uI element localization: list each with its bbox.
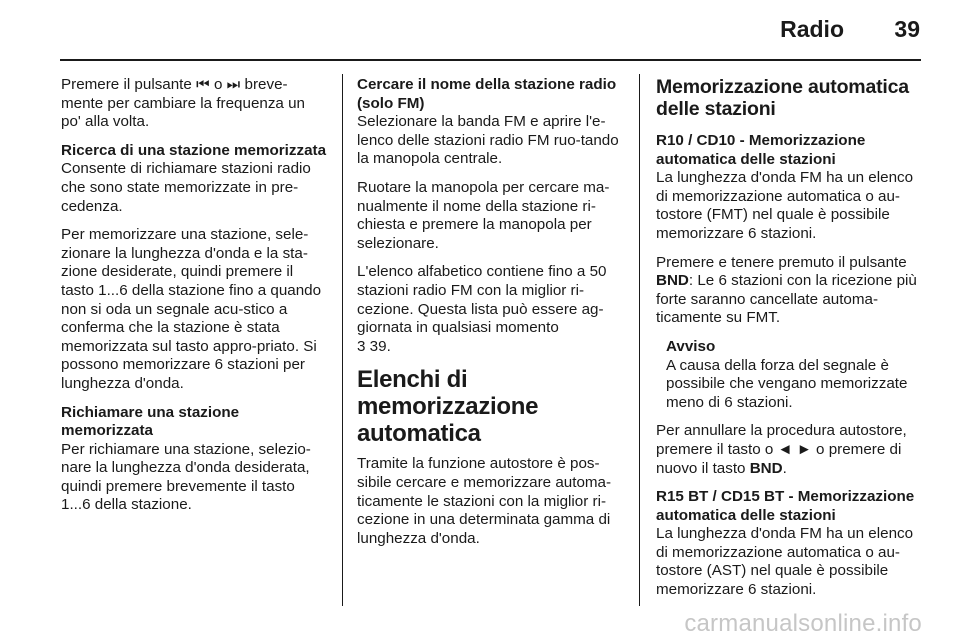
paragraph-ruotare-manopola: Ruotare la manopola per cercare ma-nualmente il nome della stazione ri-chiesta e premere la manopola per selezionare. [357, 178, 610, 252]
column-3 [656, 76, 922, 610]
page-number: 39 [894, 16, 920, 42]
paragraph-fmt: La lunghezza d'onda FM ha un elenco di memorizzazione automatica o au-tostore (FMT) nel quale è possibile memorizzare 6 stazioni. [656, 169, 914, 242]
page-header [0, 0, 960, 60]
heading-richiamare: Richiamare una stazione memorizzata [61, 403, 240, 440]
paragraph-frequency: Premere il pulsante ⏮ o ⏭ breve-mente per cambiare la frequenza un po' alla volta. [61, 76, 305, 131]
paragraph-ast: La lunghezza d'onda FM ha un elenco di memorizzazione automatica o au-tostore (AST) nel quale è possibile memorizzare 6 stazioni. [656, 525, 914, 599]
column-divider-1 [342, 74, 343, 606]
column-1 [61, 76, 327, 525]
paragraph-memorizzare: Per memorizzare una stazione, sele-zionare la lunghezza d'onda e la sta-zione desiderate, quindi premere il tasto 1...6 della stazione fino a quando non si oda un segnale acu-stico a conferma che la stazione è stata memorizzata sul tasto appro-priato. Si possono memorizzare 6 stazioni per lunghezza d'onda. [61, 226, 322, 392]
heading-r15-cd15: R15 BT / CD15 BT - Memorizzazione automatica delle stazioni [656, 488, 915, 524]
note-title: Avviso [666, 337, 716, 355]
paragraph-selezionare-banda: Selezionare la banda FM e aprire l'e-lenco delle stazioni radio FM ruo-tando la manopola centrale. [357, 113, 619, 168]
heading-ricerca: Ricerca di una stazione memorizzata [61, 141, 327, 159]
key-bnd-2: BND [749, 459, 783, 477]
heading-elenchi: Elenchi di memorizzazione automatica [357, 366, 539, 448]
header-rule [60, 59, 921, 61]
note-text: A causa della forza del segnale è possibile che vengano memorizzate meno di 6 stazioni. [666, 356, 908, 411]
note-avviso [666, 338, 922, 412]
paragraph-richiamare-stazioni: Consente di richiamare stazioni radio che sono state memorizzate in pre-cedenza. [61, 160, 311, 215]
page-reference: 39. [365, 337, 391, 355]
paragraph-richiamare: Per richiamare una stazione, selezio-nare la lunghezza d'onda desiderata, quindi premere brevemente il tasto 1...6 della stazione. [61, 440, 311, 514]
heading-cercare-nome: Cercare il nome della stazione radio (solo FM) [357, 76, 617, 112]
column-divider-2 [639, 74, 640, 606]
seek-forward-icon: ⏭ [226, 76, 241, 93]
heading-r10-cd10: R10 / CD10 - Memorizzazione automatica delle stazioni [656, 132, 866, 168]
column-2 [357, 76, 623, 558]
paragraph-annullare: Per annullare la procedura autostore, premere il tasto o ◄ ► o premere di nuovo il tasto BND. [656, 422, 907, 477]
paragraph-bnd: Premere e tenere premuto il pulsante BND: Le 6 stazioni con la ricezione più forte saranno cancellate automa-ticamente su FMT. [656, 253, 917, 327]
paragraph-elenco-alfabetico: L'elenco alfabetico contiene fino a 50 stazioni radio FM con la miglior ri-cezione. Questa lista può essere ag-giornata in qualsiasi momento 3 39. [357, 263, 607, 355]
seek-back-icon: ⏮ [196, 76, 210, 93]
section-title: Radio [780, 16, 844, 42]
key-bnd: BND [656, 272, 689, 290]
watermark: carmanualsonline.info [684, 610, 922, 637]
page-reference-icon: 3 [357, 337, 366, 355]
paragraph-autostore: Tramite la funzione autostore è pos-sibile cercare e memorizzare automa-ticamente le stazioni con la miglior ri-cezione in una determinata gamma di lunghezza d'onda. [357, 455, 612, 547]
heading-memorizzazione-automatica: Memorizzazione automatica delle stazioni [656, 76, 909, 120]
